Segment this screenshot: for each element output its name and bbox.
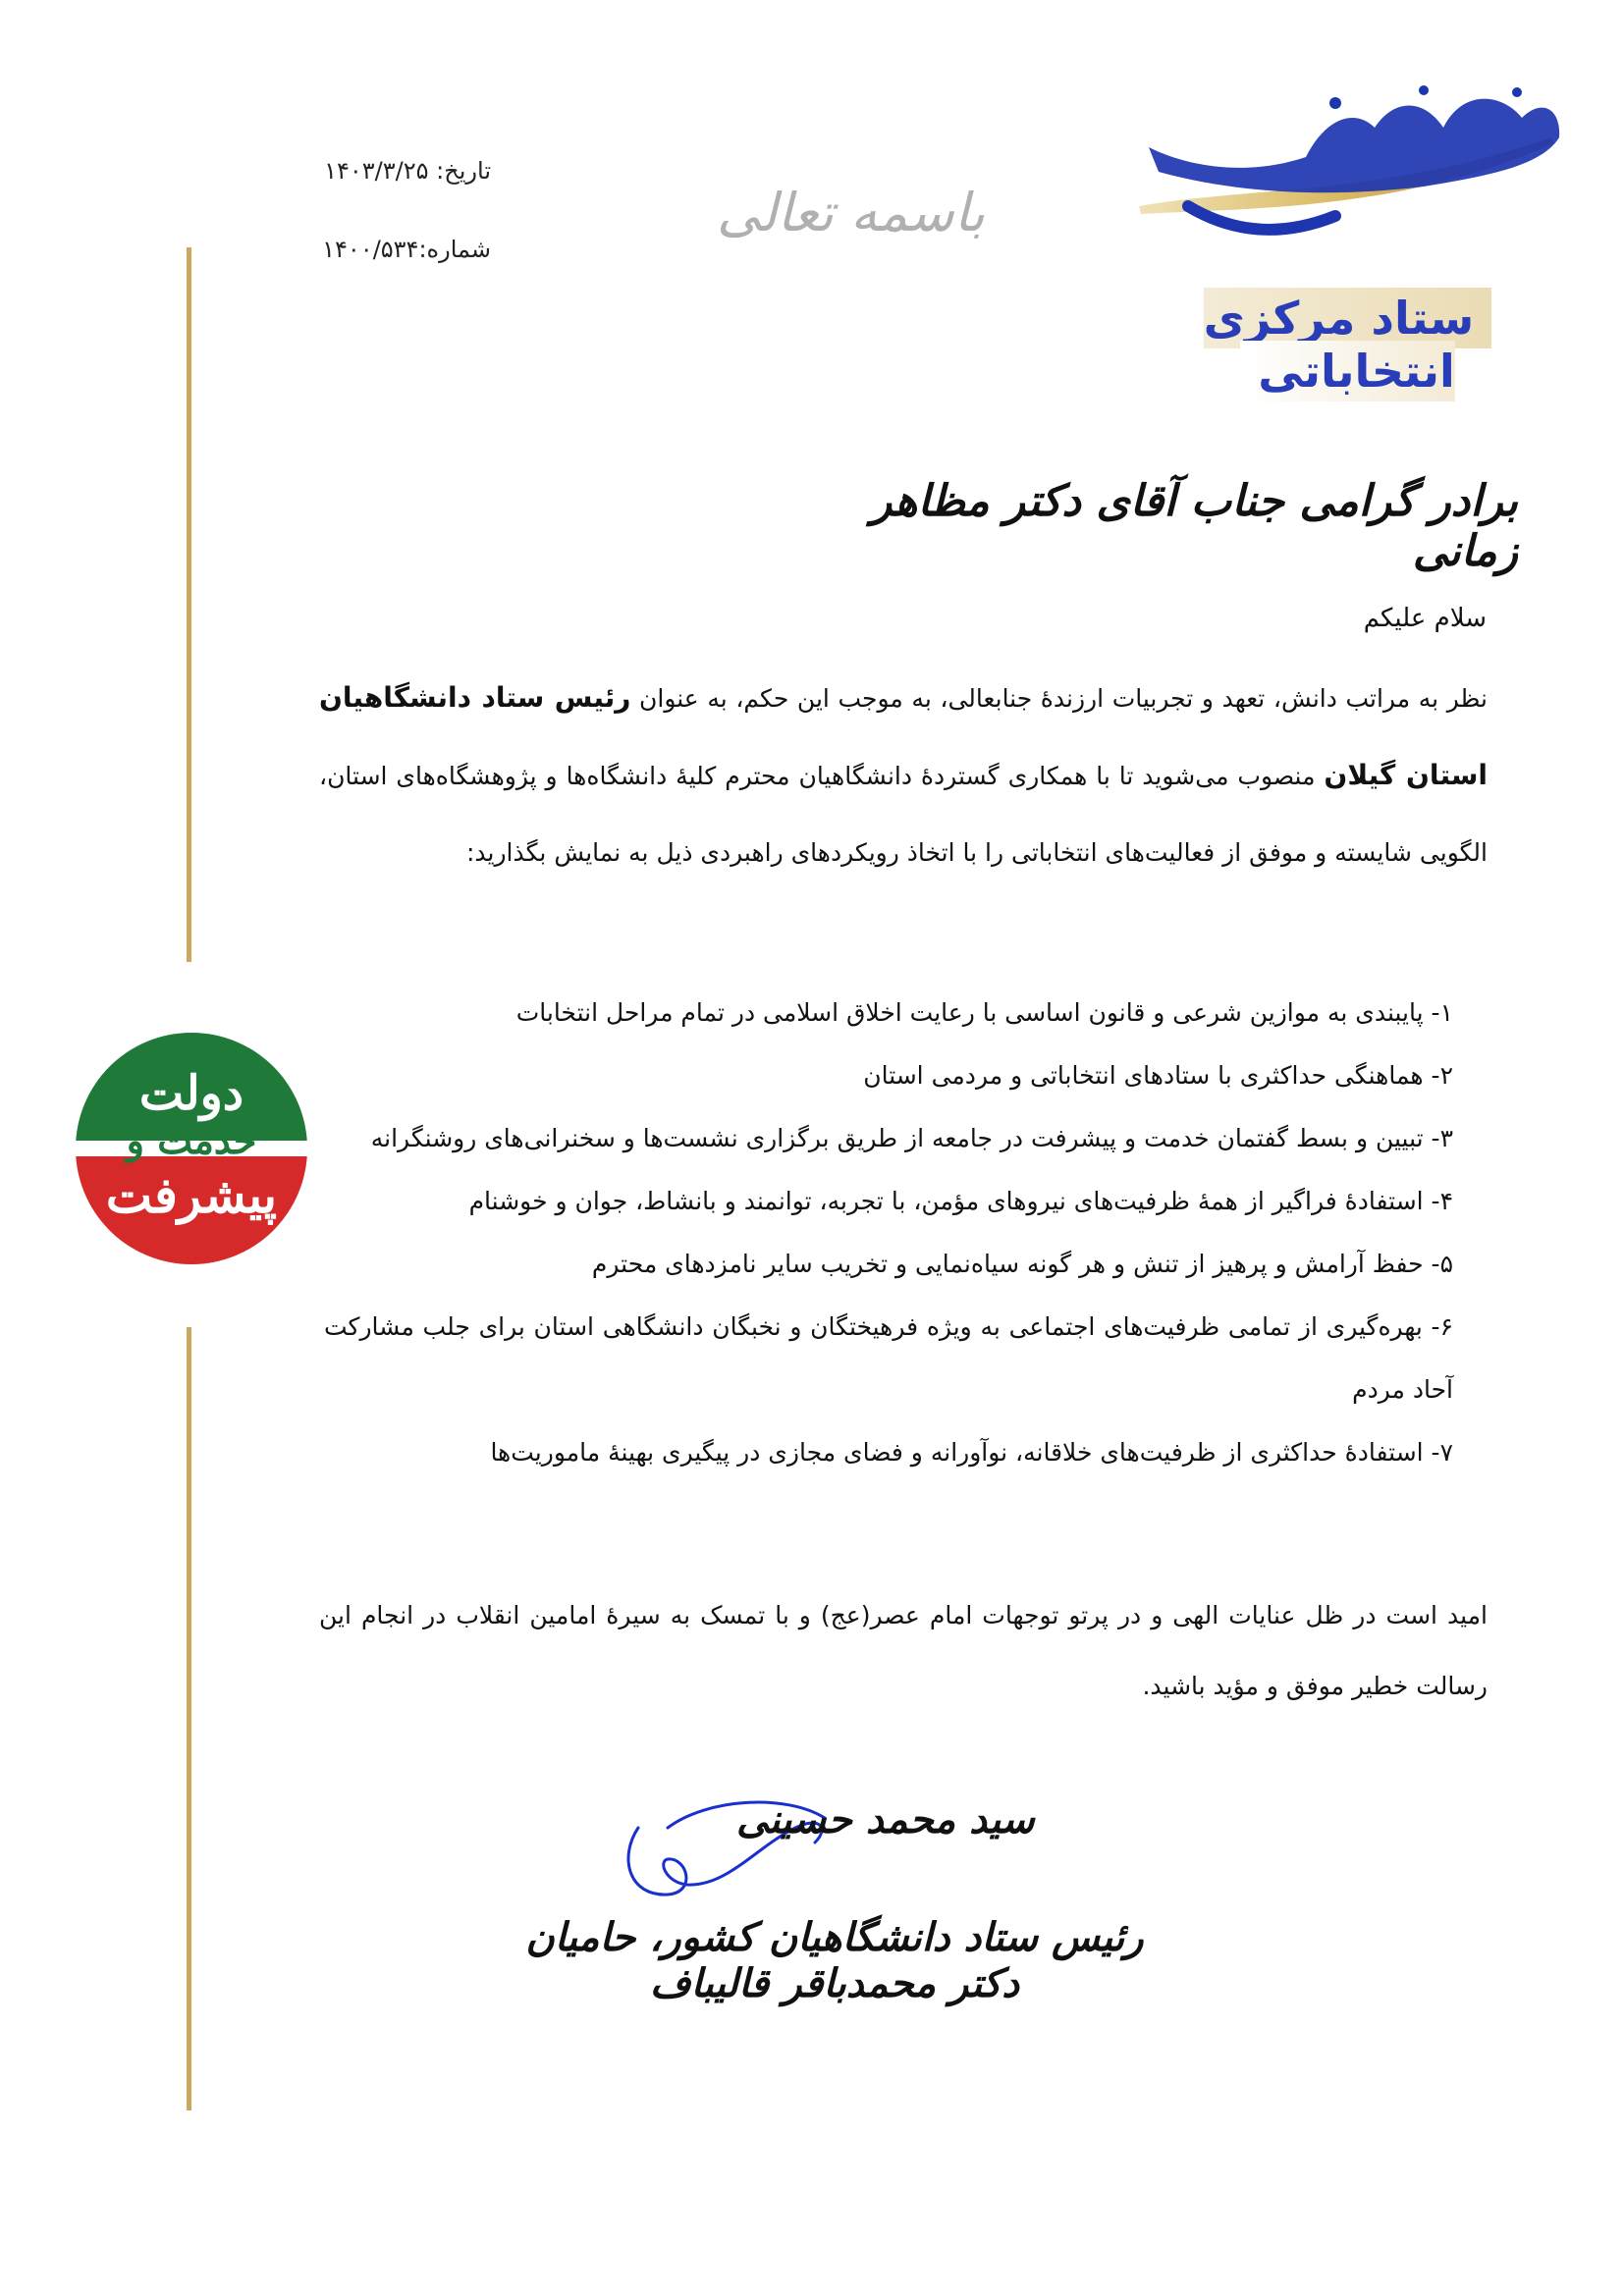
number-label: شماره: [418, 236, 491, 263]
date-value: ۱۴۰۳/۳/۲۵ [324, 157, 429, 185]
stamp-text-top: دولت [138, 1066, 244, 1121]
list-item: ۷- استفادهٔ حداکثری از ظرفیت‌های خلاقانه، نوآورانه و فضای مجازی در پیگیری بهینهٔ ماموریت‌ها [490, 1438, 1453, 1467]
list-item: ۳- تبیین و بسط گفتمان خدمت و پیشرفت در جامعه از طریق برگزاری نشست‌ها و سخنرانی‌های روشنگرانه [370, 1124, 1453, 1152]
number-value: ۱۴۰۰/۵۳۴ [322, 236, 419, 263]
list-item: ۶- بهره‌گیری از تمامی ظرفیت‌های اجتماعی به ویژه فرهیختگان و نخبگان دانشگاهی استان برای جلب مشارکت آحاد مردم [324, 1312, 1453, 1404]
date-label: تاریخ: [436, 157, 491, 185]
greeting: سلام علیکم [1363, 604, 1487, 633]
list-item: ۱- پایبندی به موازین شرعی و قانون اساسی با رعایت اخلاق اسلامی در تمام مراحل انتخابات [515, 998, 1453, 1027]
campaign-logo [1129, 79, 1566, 398]
intro-bold: رئیس ستاد دانشگاهیان استان گیلان [319, 681, 1489, 791]
list-item: ۲- هماهنگی حداکثری با ستادهای انتخاباتی و مردمی استان [863, 1061, 1453, 1090]
intro-text-2: منصوب می‌شوید تا با همکاری گستردهٔ دانشگاهیان محترم کلیهٔ دانشگاه‌ها و پژوهشگاه‌های استان، الگویی شایسته و موفق از فعالیت‌های انتخاباتی را با اتخاذ رویکردهای راهبردی ذیل به نمایش بگذارید: [319, 762, 1488, 867]
gold-rule-top [187, 247, 191, 962]
signer-name: سید محمد حسینی [736, 1796, 1035, 1842]
logo-subtitle: ستاد مرکزی انتخاباتی [1129, 292, 1566, 360]
intro-paragraph [319, 660, 1488, 891]
signer-title: رئیس ستاد دانشگاهیان کشور، حامیان دکتر محمدباقر قالیباف [525, 1914, 1144, 2006]
stamp-text-mid: خدمت و [126, 1118, 257, 1162]
date-line [295, 157, 491, 185]
closing-paragraph: امید است در ظل عنایات الهی و در پرتو توجهات امام عصر(عج) و با تمسک به سیرهٔ امامین انقلاب در انجام این رسالت خطیر موفق و مؤید باشید. [319, 1601, 1488, 1700]
logo-calligraphy-icon [1129, 79, 1566, 294]
bismillah: باسمه تعالی [717, 182, 986, 243]
stamp-icon [74, 1031, 309, 1266]
directive-list [324, 982, 1453, 1484]
addressee: برادر گرامی جناب آقای دکتر مظاهر زمانی [871, 476, 1518, 576]
list-item: ۴- استفادهٔ فراگیر از همهٔ ظرفیت‌های نیروهای مؤمن، با تجربه، توانمند و بانشاط، جوان و خوشنام [468, 1187, 1453, 1215]
intro-text-1: نظر به مراتب دانش، تعهد و تجربیات ارزندهٔ جنابعالی، به موجب این حکم، به عنوان [630, 684, 1488, 713]
list-item: ۵- حفظ آرامش و پرهیز از تنش و هر گونه سیاه‌نمایی و تخریب سایر نامزدهای محترم [591, 1250, 1453, 1278]
campaign-stamp [74, 1031, 309, 1266]
gold-rule-bottom [187, 1327, 191, 2110]
number-line [295, 236, 491, 263]
stamp-text-bottom: پیشرفت [105, 1166, 278, 1224]
